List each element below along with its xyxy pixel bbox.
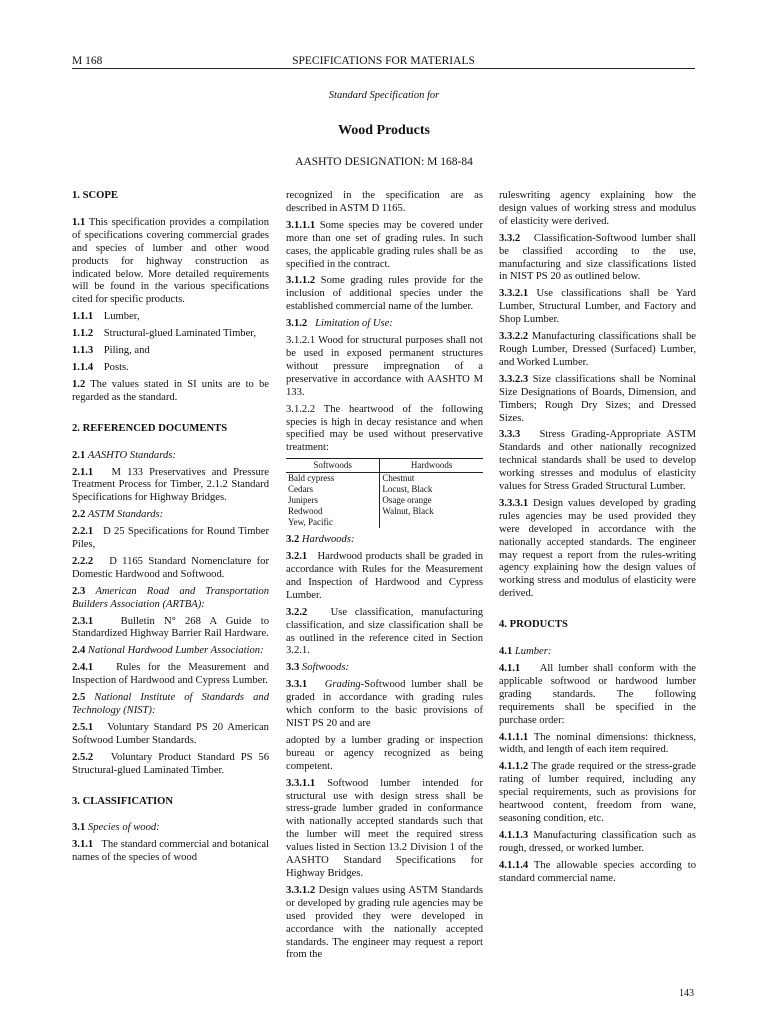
section-text: American Road and Transportation Builders Association (ARTBA): (72, 585, 269, 610)
section-number: 3.2.2 (286, 606, 308, 618)
section-number: 4.1.1.2 (499, 761, 529, 773)
table-cell: Walnut, Black (380, 506, 483, 517)
paragraph-2-4-1 (72, 662, 269, 688)
paragraph-2-5 (72, 692, 269, 718)
table-cell: Junipers (288, 495, 318, 506)
section-text: M 133 Preservatives and Pressure Treatment Process for Timber, 2.1.2 Standard Specifications for Highway Bridges. (72, 466, 269, 504)
table-cell: Osage orange (380, 495, 483, 506)
paragraph-2-1-1 (72, 467, 269, 506)
paragraph-3-1 (72, 822, 269, 835)
paragraph-1-1 (72, 217, 269, 307)
paragraph-2-3 (72, 586, 269, 612)
section-text: Size classifications shall be Nominal Size Designations of Boards, Dimension, and Timbers; Rough Dry Sizes; and Dressed Sizes. (499, 373, 696, 424)
section-text: D 1165 Standard Nomenclature for Domestic Hardwood and Softwood. (72, 555, 269, 580)
paragraph-3-2-2 (286, 607, 483, 659)
paragraph-2-1 (72, 450, 269, 463)
table-row (286, 495, 483, 506)
section-text: Lumber, (103, 311, 140, 323)
section-text: Structural-glued Laminated Timber, (103, 328, 257, 340)
section-number: 2.2.2 (72, 555, 94, 567)
section-heading-classification: 3. CLASSIFICATION (72, 795, 174, 807)
section-number: 3.2.1 (286, 551, 308, 563)
section-heading-scope: 1. SCOPE (72, 190, 118, 201)
section-text: AASHTO Standards: (87, 449, 176, 461)
section-number: 1.1.2 (72, 328, 94, 340)
column-2 (286, 190, 483, 966)
section-text: Manufacturing classifications shall be Rough Lumber, Dressed (Surfaced) Lumber, and Worked Lumber. (499, 331, 696, 368)
section-text: Design values developed by grading rules agencies may be used provided they were developed in accordance with the nationally accepted standards. The engineer may request a report from the rules-writing agency explaining how the design values of working stress and modulus of elasticity were derived. (499, 497, 696, 600)
paragraph-4-1-1-4 (499, 860, 696, 886)
paragraph-1-1-4 (72, 362, 269, 375)
section-text: Manufacturing classification such as rough, dressed, or worked lumber. (499, 829, 696, 854)
section-text: Some grading rules provide for the inclusion of additional species under the established commercial name of the lumber. (286, 275, 484, 313)
paragraph-3-1-2-2: 3.1.2.2 The heartwood of the following species is high in decay resistance and when specified may be used without preservative treatment: (286, 403, 483, 454)
section-number: 3.1.1.1 (286, 219, 316, 231)
section-text: The standard commercial and botanical names of the species of wood (72, 839, 269, 864)
section-text: Voluntary Product Standard PS 56 Structural-glued Laminated Timber. (72, 751, 269, 776)
decay-resistant-species-table (286, 458, 483, 528)
page-number: 143 (679, 988, 694, 999)
paragraph-3-1-1-2 (286, 275, 483, 314)
section-text: The nominal dimensions: thickness, width, and length of each item required. (499, 731, 696, 756)
table-row (286, 517, 483, 528)
section-text: Rules for the Measurement and Inspection of Hardwood and Cypress Lumber. (72, 662, 269, 687)
paragraph-2-2-2 (72, 556, 269, 582)
section-heading-products: 4. PRODUCTS (499, 619, 568, 631)
section-number: 3.3.1.2 (286, 884, 316, 896)
paragraph-4-1-1-2 (499, 761, 696, 826)
column-header-softwoods: Softwoods (286, 459, 380, 473)
section-text: Lumber: (514, 646, 552, 658)
table-cell: Cedars (288, 484, 313, 495)
section-number: 3.3 (286, 662, 300, 674)
paragraph-3-1-1 (72, 839, 269, 865)
paragraph-3-1-2 (286, 318, 483, 331)
paragraph-3-3-1-1 (286, 778, 483, 881)
paragraph-4-1 (499, 646, 696, 659)
section-number: 3.3.2.2 (499, 331, 529, 343)
paragraph-4-1-1-1 (499, 732, 696, 758)
table-cell: Redwood (288, 506, 323, 517)
section-text: Bulletin N° 268 A Guide to Standardized Highway Barrier Rail Hardware. (72, 615, 269, 640)
section-number: 3.1.1 (72, 839, 94, 851)
paragraph-1-2 (72, 379, 269, 405)
header-rule (72, 68, 695, 69)
section-text: All lumber shall conform with the applicable softwood or hardwood lumber grading standards. The following requirements shall be specified in the purchase order: (499, 663, 696, 726)
section-number: 3.1 (72, 822, 86, 834)
section-text: Posts. (103, 361, 129, 373)
section-text: The allowable species according to standard commercial name. (499, 859, 696, 884)
document-title: Wood Products (338, 123, 430, 138)
section-text: ASTM Standards: (87, 509, 164, 521)
standard-code: M 168 (72, 55, 103, 67)
section-number: 1.1.1 (72, 311, 94, 323)
column-1 (72, 190, 269, 869)
section-text: Use classification, manufacturing classification, and size classification shall be as outlined in the reference cited in Section 3.2.1. (286, 606, 483, 657)
section-text: The grade required or the stress-grade rating of lumber required, including any special requirements, such as provisions for heartwood content, freedom from wane, seasoning condition, etc. (499, 761, 696, 824)
paragraph-3-3-3 (499, 429, 696, 494)
paragraph-2-2-1 (72, 526, 269, 552)
paragraph-4-1-1-3 (499, 830, 696, 856)
section-number: 3.3.1 (286, 679, 308, 691)
paragraph-1-1-1 (72, 311, 269, 324)
paragraph-3-1-1-1 (286, 220, 483, 272)
table-header-row (286, 459, 483, 473)
section-number: 4.1 (499, 646, 513, 658)
section-text: Stress Grading-Appropriate ASTM Standards and other nationally recognized technical standards shall be used to develop working stresses and modulus of elasticity values for Stress Graded Structural Lumber. (499, 429, 696, 493)
paragraph-3-3-2-1 (499, 288, 696, 327)
section-number: 2.3.1 (72, 615, 94, 627)
section-number: 2.4 (72, 645, 86, 657)
section-number: 1.1.4 (72, 361, 94, 373)
section-text: Some species may be covered under more than one set of grading rules. In such cases, the applicable grading rules shall be as specified in the contract. (286, 219, 483, 270)
section-number: 3.3.2.1 (499, 288, 529, 300)
section-number: 2.5.2 (72, 751, 94, 763)
section-number: 4.1.1 (499, 663, 521, 674)
paragraph-3-3-3-1 (499, 498, 696, 601)
section-number: 4.1.1.3 (499, 829, 529, 841)
table-row (286, 484, 483, 495)
section-number: 3.3.1.1 (286, 777, 316, 789)
paragraph-3-3-2-3 (499, 374, 696, 426)
paragraph-2-4 (72, 645, 269, 658)
paragraph-1-1-3 (72, 345, 269, 358)
section-text: The values stated in SI units are to be regarded as the standard. (72, 378, 269, 403)
paragraph-2-5-2 (72, 752, 269, 778)
table-cell: Chestnut (380, 473, 483, 485)
section-number: 2.2.1 (72, 526, 94, 538)
section-text: -Softwood lumber shall be graded in accordance with grading rules which conform to the basic provisions of NIST PS 20 and are (286, 679, 483, 729)
paragraph-1-1-2 (72, 328, 269, 341)
section-number: 1.1 (72, 216, 86, 228)
column-3 (499, 190, 696, 890)
section-number: 3.2 (286, 534, 300, 546)
paragraph-3-2-1 (286, 551, 483, 603)
section-number: 2.1.1 (72, 466, 94, 478)
section-number: 3.1.1.2 (286, 275, 316, 287)
table-cell (380, 517, 483, 528)
paragraph-continued: recognized in the specification are as described in ASTM D 1165. (286, 190, 483, 214)
section-number: 3.3.3 (499, 429, 521, 441)
table-row (286, 473, 483, 485)
paragraph-3-3-2 (499, 233, 696, 285)
section-text: Design values using ASTM Standards or developed by grading rule agencies may be used provided they were developed in accordance with the nationally accepted standards. The engineer may request a report from the (286, 884, 483, 961)
section-emphasis: Grading (324, 679, 361, 691)
section-text: Softwood lumber intended for structural use with design stress shall be stress-grade lumber graded in conformance with nationally accepted standards such that the lumber will meet the required stress values listed in Section 13.2 Division 1 of the AASHTO Standard Specifications for Highway Bridges. (286, 777, 483, 879)
paragraph-2-3-1 (72, 616, 269, 642)
section-text: Use classifications shall be Yard Lumber, Structural Lumber, and Factory and Shop Lumber. (499, 288, 696, 326)
section-number: 2.5 (72, 692, 86, 704)
section-text: National Institute of Standards and Technology (NIST): (72, 692, 269, 716)
paragraph-4-1-1 (499, 663, 696, 728)
section-number: 1.1.3 (72, 345, 94, 357)
paragraph-3-3 (286, 662, 483, 675)
section-text: This specification provides a compilation of specifications covering commercial grades and species of lumber and other wood products for highway construction as indicated below. More detailed requirements will be found in the various specifications cited for specific products. (72, 216, 269, 306)
section-number: 4.1.1.4 (499, 859, 529, 871)
section-heading-referenced-documents: 2. REFERENCED DOCUMENTS (72, 422, 228, 434)
table-cell: Bald cypress (288, 473, 335, 484)
section-text: Species of wood: (87, 822, 160, 834)
document-subtitle: Standard Specification for (328, 90, 440, 101)
paragraph-3-2 (286, 534, 483, 547)
section-number: 2.1 (72, 449, 86, 461)
section-number: 2.2 (72, 509, 86, 521)
section-number: 2.3 (72, 585, 86, 597)
section-text: Softwoods: (301, 662, 349, 674)
section-text: National Hardwood Lumber Association: (87, 645, 264, 657)
section-text: Voluntary Standard PS 20 American Softwood Lumber Standards. (72, 721, 269, 746)
section-text: Piling, and (103, 345, 150, 357)
table-cell: Locust, Black (380, 484, 483, 495)
section-number: 3.3.3.1 (499, 497, 529, 509)
section-number: 3.3.2 (499, 232, 521, 244)
section-number: 2.5.1 (72, 721, 94, 733)
paragraph-3-3-1-continued: adopted by a lumber grading or inspection bureau or agency recognized as being competent. (286, 734, 483, 772)
table-row (286, 506, 483, 517)
paragraph-continued: ruleswriting agency explaining how the design values of working stress and modulus of elasticity were derived. (499, 190, 696, 227)
section-number: 2.4.1 (72, 662, 94, 674)
paragraph-3-1-2-1: 3.1.2.1 Wood for structural purposes shall not be used in exposed permanent structures without pressure impregnation of a preservative in accordance with AASHTO M 133. (286, 335, 483, 398)
section-text: Hardwood products shall be graded in accordance with Rules for the Measurement and Inspection of Hardwood and Cypress Lumber. (286, 551, 483, 601)
section-number: 1.2 (72, 378, 86, 390)
running-title: SPECIFICATIONS FOR MATERIALS (292, 55, 475, 67)
section-number: 3.1.2 (286, 318, 308, 330)
paragraph-3-3-1 (286, 679, 483, 731)
section-text: Limitation of Use: (315, 318, 393, 330)
section-text: D 25 Specifications for Round Timber Piles, (72, 526, 269, 551)
paragraph-2-2 (72, 509, 269, 522)
paragraph-3-3-2-2 (499, 331, 696, 370)
section-number: 4.1.1.1 (499, 731, 529, 743)
paragraph-2-5-1 (72, 722, 269, 748)
paragraph-3-3-1-2 (286, 885, 483, 962)
section-number: 3.3.2.3 (499, 373, 529, 385)
column-header-hardwoods: Hardwoods (380, 459, 483, 473)
table-cell: Yew, Pacific (288, 517, 333, 528)
section-text: Classification-Softwood lumber shall be classified according to the use, manufacturing and size classifications listed in NIST PS 20 as outlined below. (499, 232, 696, 283)
aashto-designation: AASHTO DESIGNATION: M 168-84 (295, 156, 473, 168)
section-text: Hardwoods: (301, 534, 355, 546)
